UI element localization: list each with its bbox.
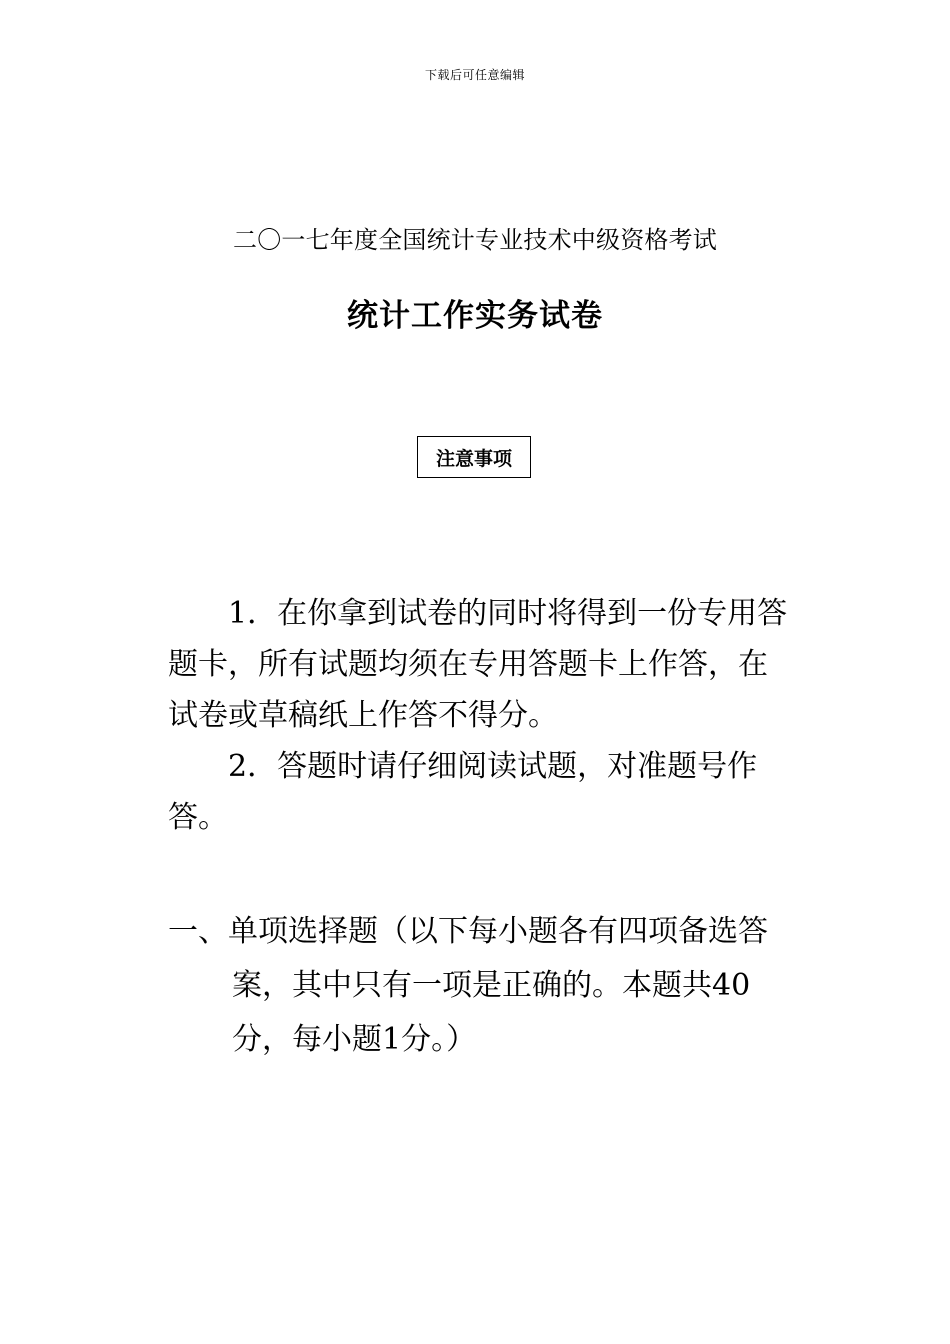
- header-note: 下载后可任意编辑: [424, 68, 525, 82]
- section-one-text: 单项选择题（以下每小题各有四项备选答案，其中只有一项是正确的。本题共40分，每小题1分。）: [228, 914, 768, 1057]
- notice-heading-box: [417, 436, 531, 478]
- paper-title: 统计工作实务试卷: [347, 298, 603, 334]
- section-one-heading: [168, 905, 788, 1067]
- exam-title: 二〇一七年度全国统计专业技术中级资格考试: [233, 226, 717, 254]
- notice-heading: 注意事项: [435, 447, 512, 470]
- section-one-number: 一、: [168, 914, 228, 949]
- instruction-item-1: 1．在你拿到试卷的同时将得到一份专用答题卡，所有试题均须在专用答题卡上作答，在试卷或草稿纸上作答不得分。: [168, 596, 788, 733]
- instruction-item-2: 2．答题时请仔细阅读试题，对准题号作答。: [168, 749, 758, 835]
- instructions-block: [168, 588, 788, 843]
